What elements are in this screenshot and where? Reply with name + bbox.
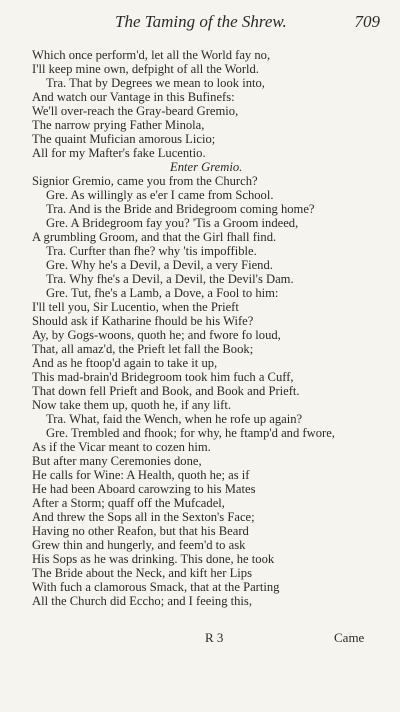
text-line: After a Storm; quaff off the Mufcadel, <box>32 496 225 510</box>
text-line: All for my Mafter's fake Lucentio. <box>32 146 206 160</box>
running-header <box>115 12 380 34</box>
text-line: This mad-brain'd Bridegroom took him fuch a Cuff, <box>32 370 294 384</box>
text-line: That, all amaz'd, the Prieft let fall the Book; <box>32 342 254 356</box>
text-line: Gre. As willingly as e'er I came from School. <box>46 188 274 202</box>
text-line: The quaint Mufician amorous Licio; <box>32 132 216 146</box>
catchword: Came <box>334 630 365 645</box>
text-line: The narrow prying Father Minola, <box>32 118 205 132</box>
footer-line <box>0 630 400 646</box>
text-line: Tra. That by Degrees we mean to look into, <box>46 76 265 90</box>
text-line: As if the Vicar meant to cozen him. <box>32 440 211 454</box>
text-line: He had been Aboard carowzing to his Mates <box>32 482 256 496</box>
text-line: Signior Gremio, came you from the Church? <box>32 174 258 188</box>
text-line: I'll tell you, Sir Lucentio, when the Prieft <box>32 300 239 314</box>
text-line: Tra. Curfter than fhe? why 'tis impoffible. <box>46 244 257 258</box>
text-line: Should ask if Katharine fhould be his Wife? <box>32 314 254 328</box>
text-line: Having no other Reafon, but that his Beard <box>32 524 249 538</box>
text-line: The Bride about the Neck, and kift her Lips <box>32 566 252 580</box>
text-line: He calls for Wine: A Health, quoth he; as if <box>32 468 250 482</box>
text-line: Which once perform'd, let all the World fay no, <box>32 48 271 62</box>
text-line: Tra. Why fhe's a Devil, a Devil, the Devil's Dam. <box>46 272 294 286</box>
text-line: Now take them up, quoth he, if any lift. <box>32 398 232 412</box>
text-line: A grumbling Groom, and that the Girl fhall find. <box>32 230 277 244</box>
page-number: 709 <box>354 12 380 31</box>
running-title: The Taming of the Shrew. <box>115 12 287 31</box>
signature-mark: R 3 <box>205 630 224 645</box>
text-line: Tra. What, faid the Wench, when he rofe up again? <box>46 412 303 426</box>
text-line: That down fell Prieft and Book, and Book and Prieft. <box>32 384 300 398</box>
text-line: Gre. A Bridegroom fay you? 'Tis a Groom indeed, <box>46 216 299 230</box>
text-line: His Sops as he was drinking. This done, he took <box>32 552 275 566</box>
text-line: And watch our Vantage in this Bufinefs: <box>32 90 235 104</box>
text-line: Ay, by Gogs-woons, quoth he; and fwore fo loud, <box>32 328 281 342</box>
text-line: We'll over-reach the Gray-beard Gremio, <box>32 104 239 118</box>
text-line: All the Church did Eccho; and I feeing this, <box>32 594 252 608</box>
text-line: Gre. Trembled and fhook; for why, he ftamp'd and fwore, <box>46 426 335 440</box>
text-line: Gre. Why he's a Devil, a Devil, a very Fiend. <box>46 258 273 272</box>
text-line: Tra. And is the Bride and Bridegroom coming home? <box>46 202 315 216</box>
text-line: I'll keep mine own, defpight of all the World. <box>32 62 259 76</box>
text-line: And as he ftoop'd again to take it up, <box>32 356 218 370</box>
text-line: And threw the Sops all in the Sexton's Face; <box>32 510 255 524</box>
stage-direction: Enter Gremio. <box>170 160 243 174</box>
text-line: Grew thin and hungerly, and feem'd to ask <box>32 538 246 552</box>
text-line: With fuch a clamorous Smack, that at the Parting <box>32 580 280 594</box>
text-line: But after many Ceremonies done, <box>32 454 202 468</box>
text-line: Gre. Tut, fhe's a Lamb, a Dove, a Fool to him: <box>46 286 279 300</box>
